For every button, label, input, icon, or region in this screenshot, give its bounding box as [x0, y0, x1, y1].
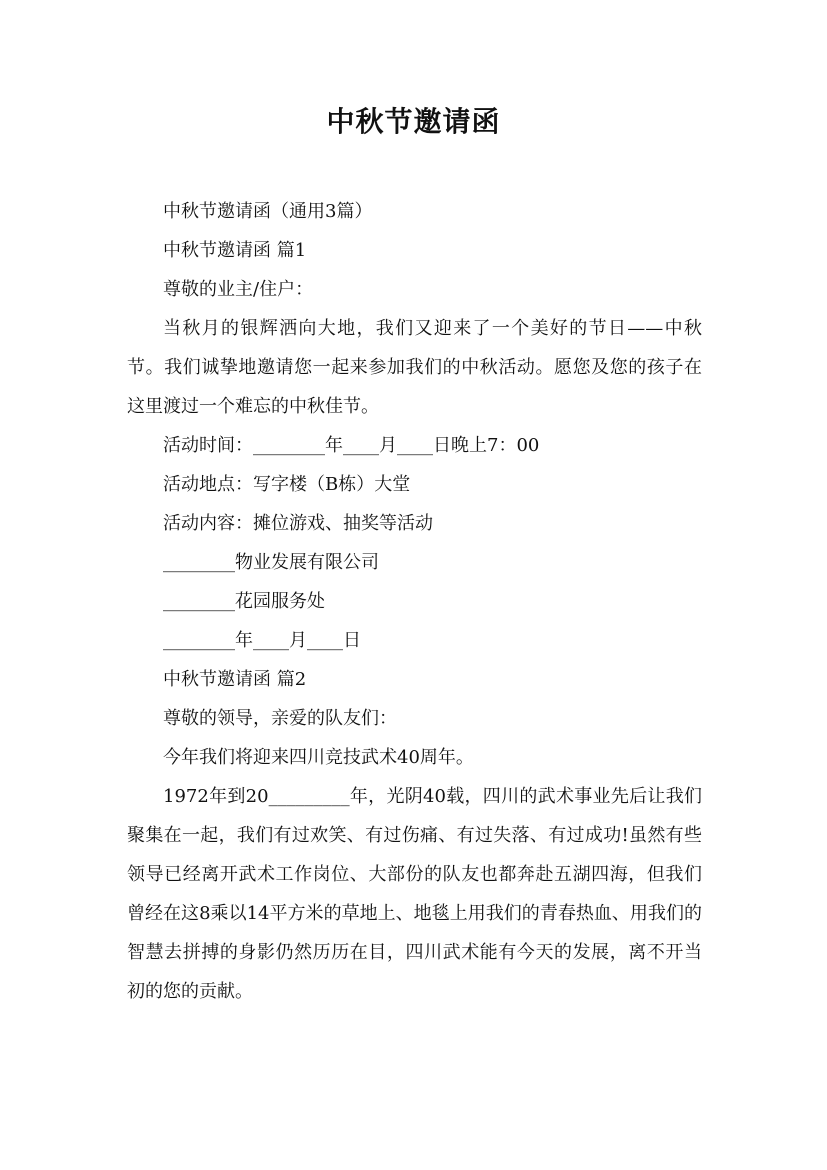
paragraph-signature-company: ________物业发展有限公司	[163, 552, 379, 573]
paragraph-anniversary: 今年我们将迎来四川竞技武术40周年。	[163, 747, 474, 768]
paragraph-subtitle: 中秋节邀请函（通用3篇）	[163, 201, 373, 222]
paragraph-salutation-2: 尊敬的领导，亲爱的队友们：	[163, 708, 397, 729]
paragraph-event-content: 活动内容：摊位游戏、抽奖等活动	[163, 513, 433, 534]
paragraph-event-location: 活动地点：写字楼（B栋）大堂	[163, 474, 411, 495]
paragraph-invitation-text: 当秋月的银辉洒向大地，我们又迎来了一个美好的节日——中秋节。我们诚挚地邀请您一起来参加我们的中秋活动。愿您及您的孩子在这里渡过一个难忘的中秋佳节。	[127, 318, 702, 417]
document-body	[127, 192, 702, 1011]
paragraph-history: 1972年到20_________年，光阴40载，四川的武术事业先后让我们聚集在一起，我们有过欢笑、有过伤痛、有过失落、有过成功!虽然有些领导已经离开武术工作岗位、大部份的队友也都奔赴五湖四海，但我们曾经在这8乘以14平方米的草地上、地毯上用我们的青春热血、用我们的智慧去拼搏的身影仍然历历在目，四川武术能有今天的发展，离不开当初的您的贡献。	[127, 786, 702, 1002]
paragraph-section-1-heading: 中秋节邀请函 篇1	[163, 240, 307, 261]
paragraph-signature-date: ________年____月____日	[163, 630, 361, 651]
document-title: 中秋节邀请函	[326, 105, 501, 138]
paragraph-salutation-1: 尊敬的业主/住户：	[163, 279, 314, 300]
paragraph-section-2-heading: 中秋节邀请函 篇2	[163, 669, 307, 690]
paragraph-signature-office: ________花园服务处	[163, 591, 325, 612]
paragraph-event-time: 活动时间：________年____月____日晚上7：00	[163, 435, 540, 456]
